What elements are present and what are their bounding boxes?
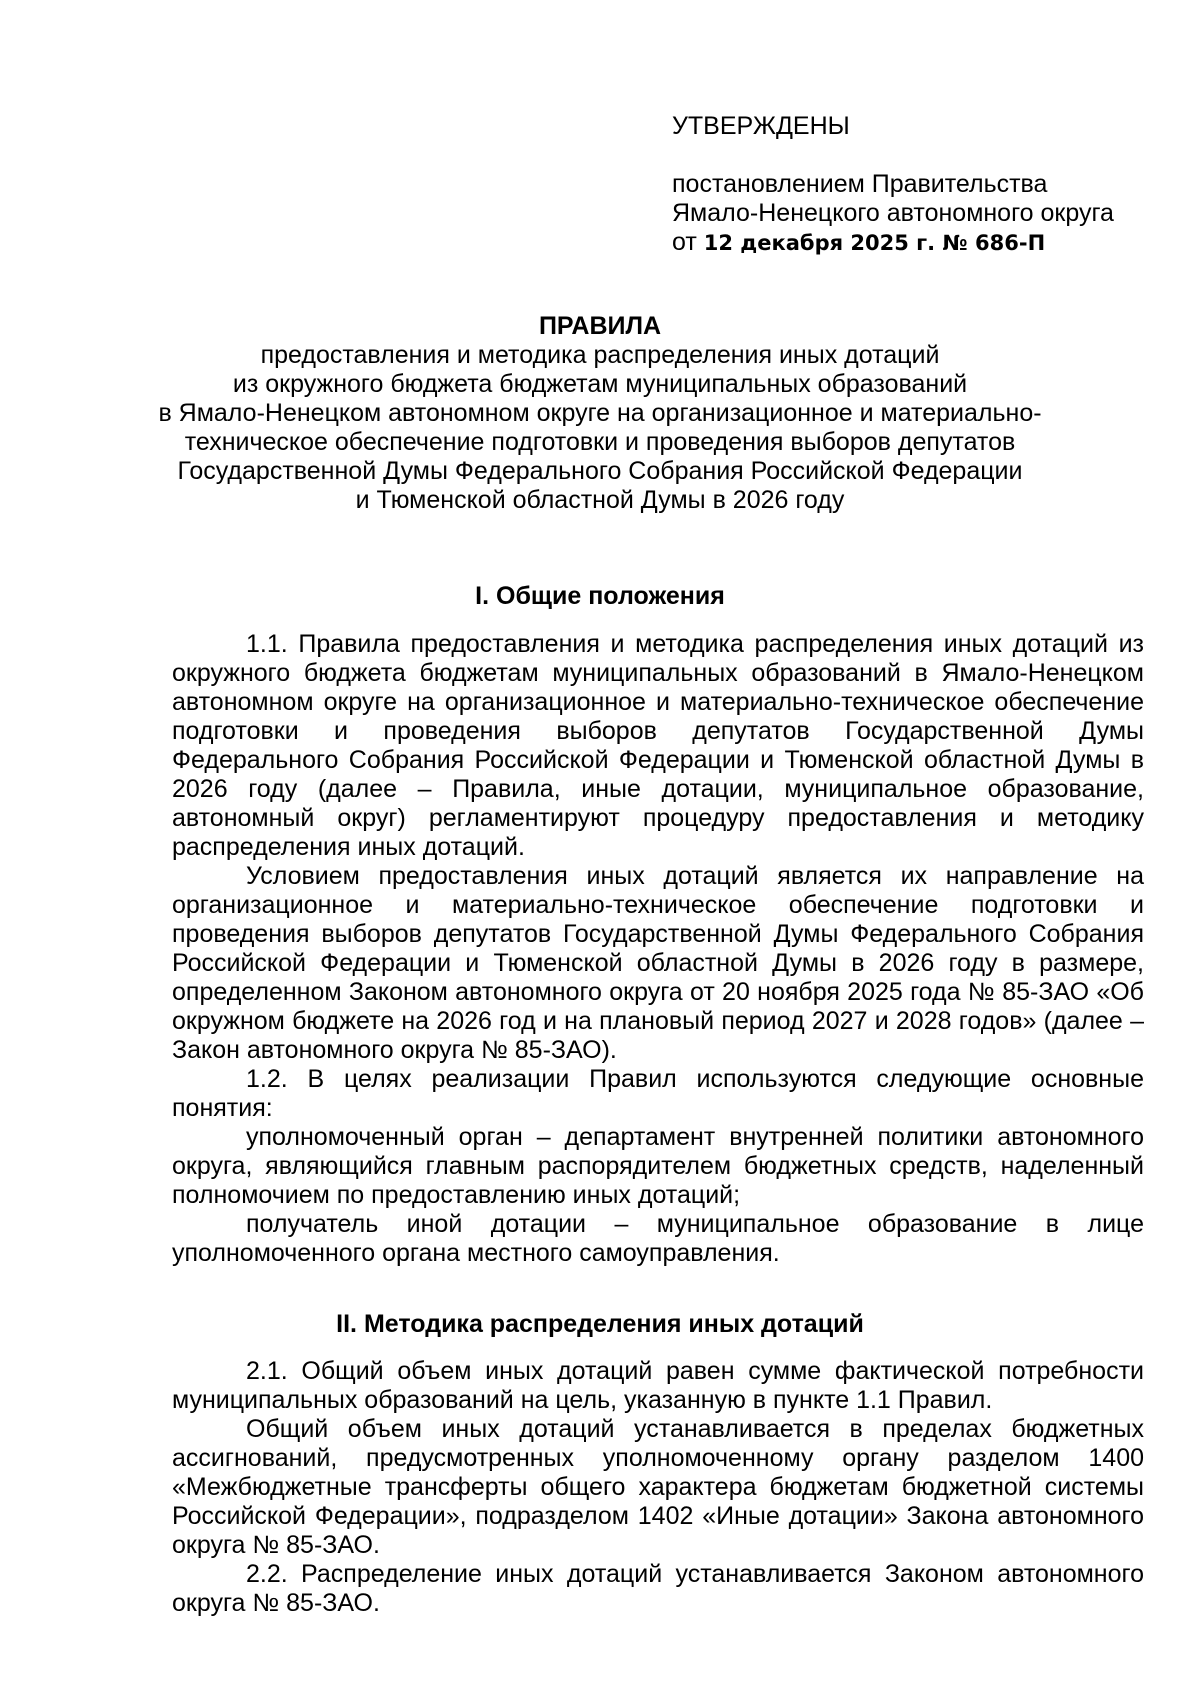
- approval-number: 12 декабря 2025 г. № 686-П: [703, 231, 1046, 255]
- title-line: в Ямало-Ненецком автономном округе на организационное и материально-: [158, 399, 1042, 427]
- approval-number-line: [672, 228, 1152, 258]
- paragraph: 1.1. Правила предоставления и методика распределения иных дотаций из окружного бюджета бюджетам муниципальных образований в Ямало-Ненецком автономном округе на организационное и материально-техническое обеспечение подготовки и проведения выборов депутатов Государственной Думы Федерального Собрания Российской Федерации и Тюменской областной Думы в 2026 году (далее – Правила, иные дотации, муниципальное образование, автономный округ) регламентируют процедуру предоставления и методику распределения иных дотаций.: [172, 630, 1144, 861]
- approval-line: постановлением Правительства: [672, 170, 1048, 198]
- title-line: предоставления и методика распределения иных дотаций: [260, 341, 940, 369]
- title-line: Государственной Думы Федерального Собрания Российской Федерации: [177, 457, 1023, 485]
- approval-block: [672, 112, 1152, 258]
- approval-stamp: УТВЕРЖДЕНЫ: [672, 112, 850, 140]
- title-line: и Тюменской областной Думы в 2026 году: [355, 486, 845, 514]
- section-heading: II. Методика распределения иных дотаций: [336, 1310, 864, 1338]
- section-body: [172, 1357, 1144, 1618]
- paragraph: 2.2. Распределение иных дотаций устанавливается Законом автономного округа № 85-ЗАО.: [172, 1560, 1144, 1617]
- approval-line: Ямало-Ненецкого автономного округа: [672, 199, 1114, 227]
- section-body: [172, 630, 1144, 1268]
- paragraph: получатель иной дотации – муниципальное образование в лице уполномоченного органа местного самоуправления.: [172, 1210, 1144, 1267]
- document-title-block: [150, 312, 1050, 515]
- paragraph: Условием предоставления иных дотаций является их направление на организационное и материально-техническое обеспечение подготовки и проведения выборов депутатов Государственной Думы Федерального Собрания Российской Федерации и Тюменской областной Думы в 2026 году в размере, определенном Законом автономного округа от 20 ноября 2025 года № 85-ЗАО «Об окружном бюджете на 2026 год и на плановый период 2027 и 2028 годов» (далее – Закон автономного округа № 85-ЗАО).: [172, 862, 1144, 1064]
- title-line: техническое обеспечение подготовки и проведения выборов депутатов: [184, 428, 1016, 456]
- paragraph: уполномоченный орган – департамент внутренней политики автономного округа, являющийся главным распорядителем бюджетных средств, наделенный полномочием по предоставлению иных дотаций;: [172, 1123, 1144, 1209]
- paragraph: Общий объем иных дотаций устанавливается в пределах бюджетных ассигнований, предусмотренных уполномоченному органу разделом 1400 «Межбюджетные трансферты общего характера бюджетам бюджетной системы Российской Федерации», подразделом 1402 «Иные дотации» Закона автономного округа № 85-ЗАО.: [172, 1415, 1144, 1559]
- document-title: ПРАВИЛА: [538, 312, 662, 340]
- approval-number-prefix: от: [672, 228, 697, 256]
- title-line: из окружного бюджета бюджетам муниципальных образований: [232, 370, 968, 398]
- paragraph: 2.1. Общий объем иных дотаций равен сумме фактической потребности муниципальных образований на цель, указанную в пункте 1.1 Правил.: [172, 1357, 1144, 1414]
- paragraph: 1.2. В целях реализации Правил используются следующие основные понятия:: [172, 1065, 1144, 1122]
- section-heading: I. Общие положения: [475, 582, 725, 610]
